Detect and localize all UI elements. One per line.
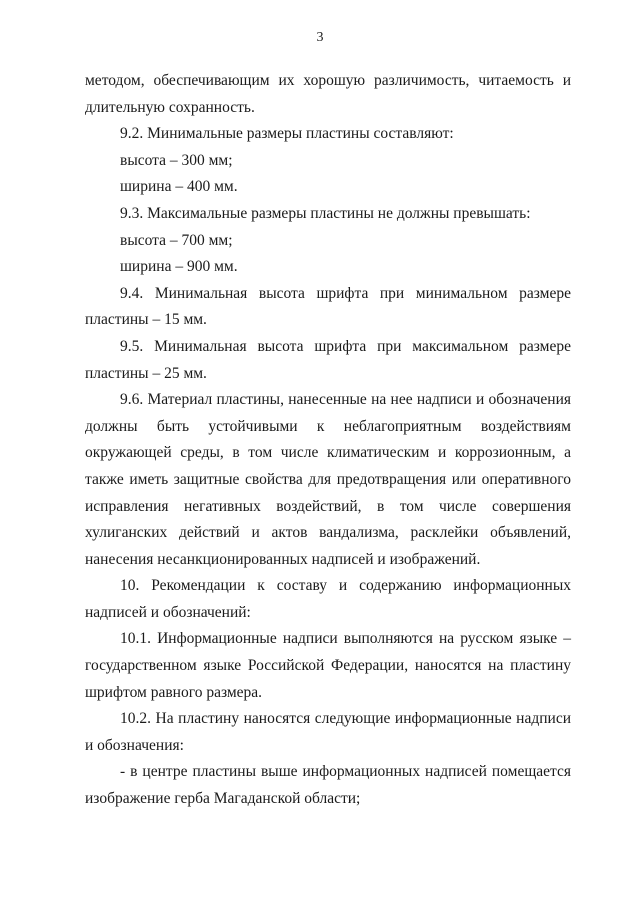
paragraph-max-height: высота – 700 мм; [120,231,233,249]
paragraph-10: 10. Рекомендации к составу и содержанию информационных надписей и обозначений: [85,577,571,621]
paragraph-min-height: высота – 300 мм; [120,151,233,169]
paragraph-9-6: 9.6. Материал пластины, нанесенные на нее надписи и обозначения должны быть устойчивыми к неблагоприятным воздействиям окружающей среды, в том числе климатическим и коррозионным, а также иметь защитные свойства для предотвращения или оперативного исправления негативных воздействий, в том числе совершения хулиганских действий и актов вандализма, расклейки объявлений, нанесения несанкционированных надписей и изображений. [85,391,571,568]
paragraph-max-width: ширина – 900 мм. [120,258,238,276]
page-number: 3 [316,30,324,45]
paragraph-9-5: 9.5. Минимальная высота шрифта при максимальном размере пластины – 25 мм. [85,337,571,382]
paragraph-min-width: ширина – 400 мм. [120,178,238,196]
paragraph-10-2: 10.2. На пластину наносятся следующие информационные надписи и обозначения: [85,710,571,754]
paragraph-coat-of-arms: - в центре пластины выше информационных надписей помещается изображение герба Магаданской области; [85,763,571,808]
paragraph-10-1: 10.1. Информационные надписи выполняются на русском языке – государственном языке Российской Федерации, наносятся на пластину шрифтом равного размера. [85,630,571,701]
paragraph-continuation: методом, обеспечивающим их хорошую различимость, читаемость и длительную сохранность. [85,72,571,116]
paragraph-9-3: 9.3. Максимальные размеры пластины не должны превышать: [120,204,531,222]
paragraph-9-2: 9.2. Минимальные размеры пластины составляют: [120,125,454,143]
document-body [85,68,571,813]
paragraph-9-4: 9.4. Минимальная высота шрифта при минимальном размере пластины – 15 мм. [85,284,571,329]
